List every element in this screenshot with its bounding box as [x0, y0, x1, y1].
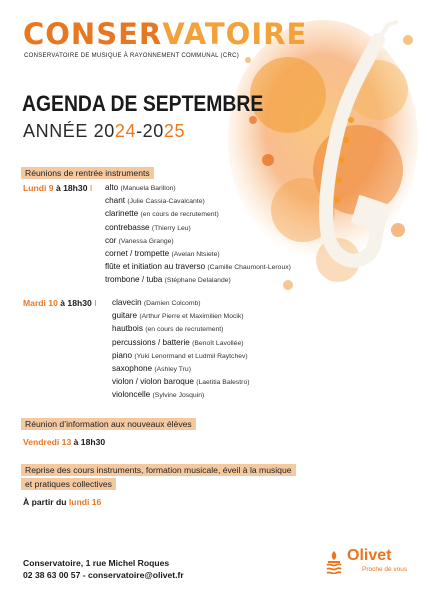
teacher-name: (Avelan Ntsiete)	[171, 251, 220, 259]
instrument-name: hautbois	[112, 324, 143, 334]
teacher-name: (Sylvine Josquin)	[152, 392, 205, 400]
teacher-name: (Damien Colcomb)	[143, 300, 201, 307]
instrument-name: trombone / tuba	[105, 275, 163, 285]
instrument-item	[105, 274, 291, 287]
date-day: lundi 16	[68, 497, 102, 507]
day-header-tuesday	[23, 298, 97, 309]
date-day: Vendredi 13	[23, 437, 72, 447]
teacher-name: (Vanessa Grange)	[118, 237, 174, 245]
teacher-name: (Stéphane Delalande)	[164, 277, 231, 285]
instrument-name: cor	[105, 235, 117, 245]
instrument-name: piano	[112, 350, 133, 360]
instrument-item	[112, 376, 250, 389]
teacher-name: (en cours de recrutement)	[145, 326, 224, 334]
day-time: à 18h30	[53, 183, 88, 193]
day-label: Mardi 10	[23, 298, 58, 308]
teacher-name: (Camille Chaumont-Leroux)	[207, 264, 291, 272]
page-title: AGENDA DE SEPTEMBRE	[22, 91, 264, 116]
instrument-name: clavecin	[112, 298, 142, 307]
instrument-item	[105, 208, 291, 221]
date-time: à 18h30	[71, 437, 106, 447]
instrument-name: flûte et initiation au traverso	[105, 262, 206, 272]
section-band-classes-resume-line2: et pratiques collectives	[21, 478, 116, 490]
instrument-item	[105, 195, 291, 208]
instrument-item	[105, 261, 291, 274]
teacher-name: (Manuela Barillon)	[120, 185, 176, 192]
instrument-name: cornet / trompette	[105, 249, 170, 259]
olivet-tagline: Proche de vous	[362, 566, 408, 573]
year-highlight-1: 24	[114, 121, 137, 141]
instrument-item	[112, 363, 250, 376]
brand-part2: VATOIRE	[162, 17, 308, 51]
olivet-name: Olivet	[347, 547, 392, 564]
teacher-name: (Julie Cassia-Cavalcante)	[127, 198, 205, 206]
footer-contact: 02 38 63 00 57 - conservatoire@olivet.fr	[23, 570, 184, 580]
teacher-name: (Benoît Lavollée)	[192, 339, 244, 347]
olivet-emblem-icon	[325, 550, 343, 574]
instrument-name: contrebasse	[105, 222, 150, 232]
instrument-name: violoncelle	[112, 390, 151, 400]
section-band-classes-resume-line1: Reprise des cours instruments, formation musicale, éveil à la musique	[21, 464, 296, 476]
section-band-new-students: Réunion d’information aux nouveaux élèves	[21, 418, 196, 430]
instrument-name: saxophone	[112, 364, 153, 374]
teacher-name: (Ashley Tru)	[154, 366, 191, 374]
instrument-name: guitare	[112, 311, 138, 321]
instrument-item	[112, 350, 250, 363]
school-year	[23, 121, 185, 142]
instrument-item	[105, 248, 291, 261]
instrument-name: violon / violon baroque	[112, 377, 194, 387]
teacher-name: (Arthur Pierre et Maximilien Mocik)	[139, 313, 244, 321]
instrument-item	[112, 337, 250, 350]
brand-part1: CONSER	[23, 17, 163, 51]
year-mid: -20	[136, 121, 164, 141]
instrument-name: alto	[105, 183, 119, 192]
teacher-name: (Thierry Leu)	[151, 224, 191, 232]
day-separator: I	[91, 298, 97, 308]
brand-subtitle: CONSERVATOIRE DE MUSIQUE À RAYONNEMENT COMMUNAL (CRC)	[24, 53, 240, 59]
instrument-item	[112, 297, 250, 310]
instrument-item	[112, 323, 250, 336]
date-prefix: À partir du	[23, 497, 69, 507]
day-label: Lundi 9	[23, 183, 54, 193]
instrument-item	[105, 222, 291, 235]
teacher-name: (Laetitia Balestro)	[196, 379, 250, 387]
instrument-list-monday	[105, 182, 291, 288]
day-header-monday	[23, 183, 92, 194]
section-band-instrument-meetings: Réunions de rentrée instruments	[21, 167, 154, 179]
instrument-item	[105, 235, 291, 248]
instrument-item	[112, 389, 250, 402]
year-highlight-2: 25	[163, 121, 186, 141]
new-students-date	[23, 437, 105, 447]
year-prefix: ANNÉE 20	[23, 121, 115, 141]
teacher-name: (Yuki Lenormand et Ludmil Raytchev)	[134, 352, 248, 360]
brand-logo-text	[23, 18, 307, 50]
olivet-logo	[325, 547, 415, 577]
classes-resume-date	[23, 497, 101, 507]
instrument-list-tuesday	[112, 297, 250, 403]
instrument-name: percussions / batterie	[112, 337, 190, 347]
instrument-item	[112, 310, 250, 323]
footer-address: Conservatoire, 1 rue Michel Roques	[23, 558, 170, 568]
instrument-item	[105, 182, 291, 195]
day-separator: I	[87, 183, 93, 193]
instrument-name: clarinette	[105, 209, 139, 219]
teacher-name: (en cours de recrutement)	[140, 211, 219, 219]
day-time: à 18h30	[57, 298, 92, 308]
instrument-name: chant	[105, 196, 126, 206]
